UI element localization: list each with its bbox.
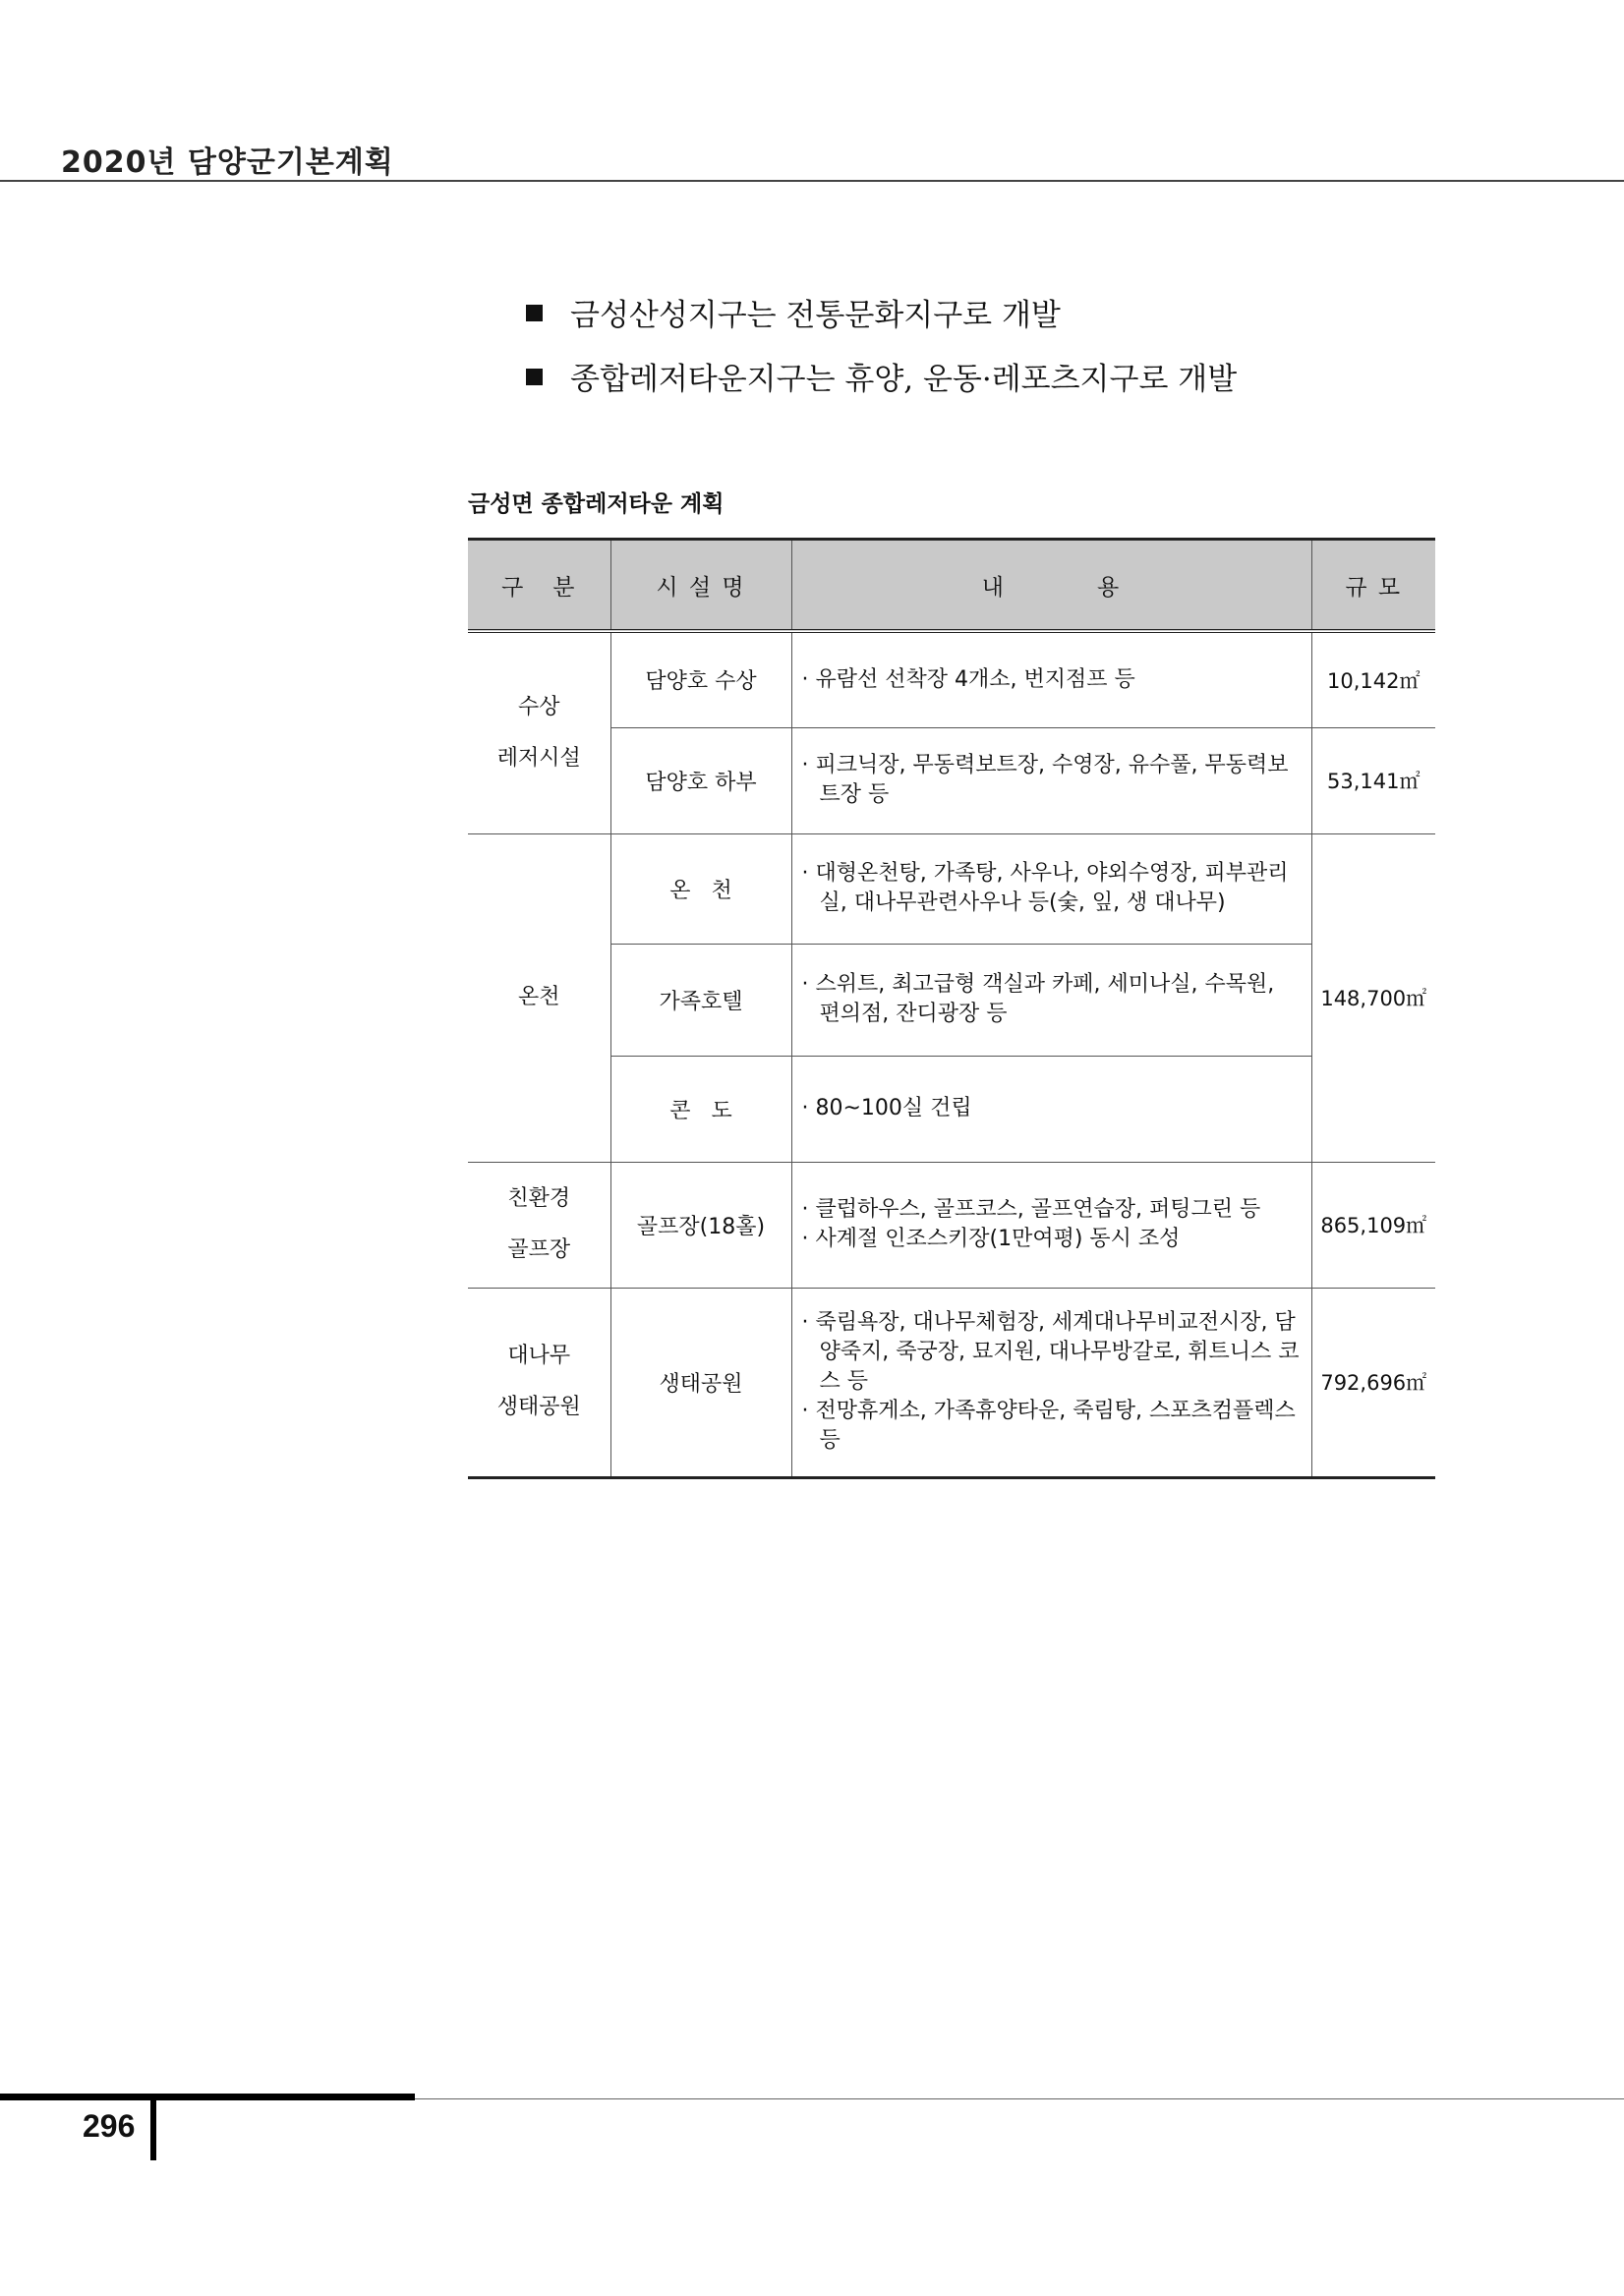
content-line: · 80~100실 건립 <box>801 1096 972 1120</box>
facility-cell: 담양호 수상 <box>610 631 791 727</box>
content-cell <box>791 727 1311 833</box>
category-cell <box>468 1162 610 1288</box>
category-cell: 온천 <box>468 833 610 1162</box>
facility-cell: 콘 도 <box>610 1056 791 1162</box>
content-line: · 스위트, 최고급형 객실과 카페, 세미나실, 수목원, 편의점, 잔디광장 등 <box>801 972 1275 1026</box>
table-row <box>468 727 1435 833</box>
bullet-text: 종합레저타운지구는 휴양, 운동·레포츠지구로 개발 <box>570 362 1238 397</box>
facility-cell: 생태공원 <box>610 1288 791 1477</box>
table-row <box>468 631 1435 727</box>
category-label: 대나무 <box>507 1344 571 1368</box>
table-caption: 금성면 종합레저타운 계획 <box>468 491 725 517</box>
content-line: · 피크닉장, 무동력보트장, 수영장, 유수풀, 무동력보트장 등 <box>801 753 1289 807</box>
category-label: 골프장 <box>507 1237 571 1262</box>
document-header-title: 2020년 담양군기본계획 <box>61 145 394 180</box>
content-line: · 사계절 인조스키장(1만여평) 동시 조성 <box>801 1227 1181 1251</box>
table-row <box>468 1162 1435 1288</box>
facility-cell: 온 천 <box>610 833 791 944</box>
content-line: · 대형온천탕, 가족탕, 사우나, 야외수영장, 피부관리실, 대나무관련사우나 등(숯, 잎, 생 대나무) <box>801 861 1289 915</box>
table-row <box>468 833 1435 944</box>
content-line: · 전망휴게소, 가족휴양타운, 죽림탕, 스포츠컴플렉스 등 <box>801 1399 1296 1453</box>
category-label: 수상 <box>517 694 560 719</box>
square-bullet-icon <box>526 305 543 321</box>
category-cell <box>468 631 610 833</box>
category-label: 친환경 <box>507 1186 571 1211</box>
table-row <box>468 944 1435 1056</box>
content-cell <box>791 631 1311 727</box>
scale-cell: 10,142㎡ <box>1311 631 1435 727</box>
facility-cell: 골프장(18홀) <box>610 1162 791 1288</box>
category-cell <box>468 1288 610 1477</box>
category-label: 레저시설 <box>496 745 581 771</box>
footer-divider <box>415 2098 1624 2099</box>
square-bullet-icon <box>526 369 543 385</box>
table-row <box>468 1288 1435 1477</box>
header-scale: 규 모 <box>1311 540 1435 632</box>
scale-cell: 53,141㎡ <box>1311 727 1435 833</box>
scale-cell: 865,109㎡ <box>1311 1162 1435 1288</box>
content-cell <box>791 1056 1311 1162</box>
bullet-text: 금성산성지구는 전통문화지구로 개발 <box>570 298 1061 333</box>
header-facility: 시 설 명 <box>610 540 791 632</box>
table-row <box>468 1056 1435 1162</box>
content-cell <box>791 1162 1311 1288</box>
header-content: 내 용 <box>791 540 1311 632</box>
plan-table <box>468 538 1435 1479</box>
table-header-row <box>468 540 1435 632</box>
content-line: · 클럽하우스, 골프코스, 골프연습장, 퍼팅그린 등 <box>801 1197 1261 1222</box>
content-cell <box>791 833 1311 944</box>
scale-cell: 792,696㎡ <box>1311 1288 1435 1477</box>
category-label: 생태공원 <box>496 1395 581 1419</box>
header-divider <box>0 180 1624 182</box>
header-category: 구 분 <box>468 540 610 632</box>
content-line: · 유람선 선착장 4개소, 번지점프 등 <box>801 666 1135 692</box>
footer-bar <box>0 2094 415 2100</box>
content-line: · 죽림욕장, 대나무체험장, 세계대나무비교전시장, 담양죽지, 죽궁장, 묘지원, 대나무방갈로, 휘트니스 코스 등 <box>801 1310 1300 1394</box>
bullet-item <box>526 290 1061 334</box>
content-cell <box>791 1288 1311 1477</box>
page-number: 296 <box>83 2108 136 2144</box>
facility-cell: 담양호 하부 <box>610 727 791 833</box>
page-number-marker <box>150 2100 156 2160</box>
scale-cell: 148,700㎡ <box>1311 833 1435 1162</box>
content-cell <box>791 944 1311 1056</box>
facility-cell: 가족호텔 <box>610 944 791 1056</box>
bullet-item <box>526 354 1237 398</box>
